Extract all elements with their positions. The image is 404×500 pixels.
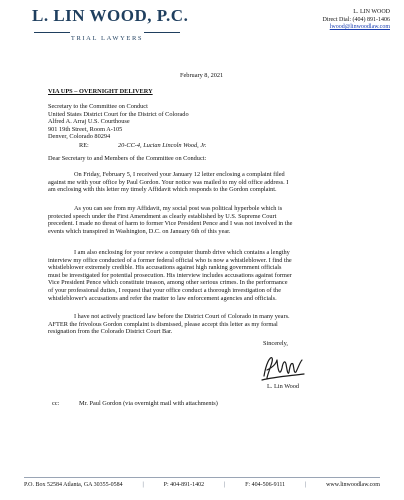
- footer-phone: P: 404-891-1402: [163, 482, 205, 488]
- address-line: 901 19th Street, Room A-105: [48, 125, 123, 133]
- paragraph-line: resignation from the Colorado District Court Bar.: [48, 328, 173, 336]
- footer-website[interactable]: www.linwoodlaw.com: [326, 482, 380, 488]
- address-line: Secretary to the Committee on Conduct: [48, 103, 148, 110]
- paragraph-line: against me with your office by Paul Gordon. Your notice was mailed to my old office address. I: [48, 178, 289, 186]
- re-label: RE:: [79, 142, 89, 149]
- paragraph-line: protected speech under the First Amendment as clearly established by U.S. Supreme Court: [48, 212, 277, 220]
- footer-address: P.O. Box 52584 Atlanta, GA 30355-0584: [24, 482, 123, 488]
- signature-image: [258, 350, 306, 384]
- footer-fax: F: 404-506-9111: [245, 482, 286, 488]
- contact-block: [250, 9, 390, 32]
- firm-name: L. LIN WOOD, P.C.: [32, 6, 189, 25]
- paragraph-line: of your professional duties, I request that your office conduct a thorough investigation of the: [48, 286, 281, 294]
- paragraph-line: whistleblower extremely credible. His accusations against high ranking government officials: [48, 264, 282, 272]
- paragraph-line: precedent. I made no threat of harm to former Vice President Pence and I was not involved in the: [48, 220, 293, 228]
- paragraph-1: [48, 171, 368, 194]
- address-line: Alfred A. Arraj U.S. Courthouse: [48, 118, 130, 126]
- firm-subtitle: TRIAL LAWYERS: [68, 34, 146, 44]
- paragraph-line: interview my office conducted of a former federal official who is now a whistleblower. I find the: [48, 256, 292, 264]
- paragraph-line: As you can see from my Affidavit, my social post was political hyperbole which is: [74, 205, 283, 212]
- paragraph-line: Vice President Pence which constitute treason, among other serious crimes. In the performance: [48, 279, 288, 287]
- paragraph-line: AFTER the frivolous Gordon complaint is dismissed, please accept this letter as my formal: [48, 320, 278, 328]
- paragraph-4: [48, 313, 368, 336]
- paragraph-line: On Friday, February 5, I received your January 12 letter enclosing a complaint filed: [74, 171, 285, 178]
- footer-separator: |: [142, 482, 144, 488]
- footer-divider: [24, 477, 380, 478]
- direct-dial: Direct Dial: (404) 891-1406: [322, 16, 390, 23]
- signer-name: L. Lin Wood: [267, 383, 300, 390]
- paragraph-line: am enclosing with this letter my timely Affidavit which responds to the Gordon complaint.: [48, 186, 277, 194]
- paragraph-line: I have not actively practiced law before the District Court of Colorado in many years.: [74, 313, 290, 320]
- paragraph-line: events which transpired in Washington, D.C. on January 6th of this year.: [48, 227, 231, 235]
- footer: [24, 481, 380, 489]
- footer-separator: |: [305, 482, 307, 488]
- paragraph-line: whistleblower's accusations and refer the matter to law enforcement agencies and officials.: [48, 294, 277, 302]
- email-link[interactable]: lwood@linwoodlaw.com: [329, 24, 390, 31]
- cc-label: cc:: [52, 400, 60, 407]
- firm-logo: [32, 6, 189, 42]
- firm-rule: [32, 27, 182, 42]
- contact-name: L. LIN WOOD: [353, 9, 390, 15]
- re-text: 20-CC-4, Lucian Lincoln Wood, Jr.: [118, 142, 207, 149]
- paragraph-line: I am also enclosing for your review a computer thumb drive which contains a lengthy: [74, 249, 290, 256]
- recipient-address: [48, 103, 189, 141]
- paragraph-line: must be investigated for potential prosecution. His interview includes accusations against former: [48, 271, 292, 279]
- letter-date: February 8, 2021: [180, 72, 224, 79]
- footer-separator: |: [224, 482, 226, 488]
- closing: Sincerely,: [263, 340, 288, 347]
- salutation: Dear Secretary to and Members of the Committee on Conduct:: [48, 155, 207, 162]
- address-line: United States District Court for the District of Colorado: [48, 110, 189, 118]
- paragraph-3: [48, 249, 368, 302]
- paragraph-2: [48, 205, 368, 235]
- address-line: Denver, Colorado 80294: [48, 133, 111, 141]
- delivery-method: VIA UPS – OVERNIGHT DELIVERY: [48, 88, 153, 95]
- cc-text: Mr. Paul Gordon (via overnight mail with attachments): [79, 400, 218, 407]
